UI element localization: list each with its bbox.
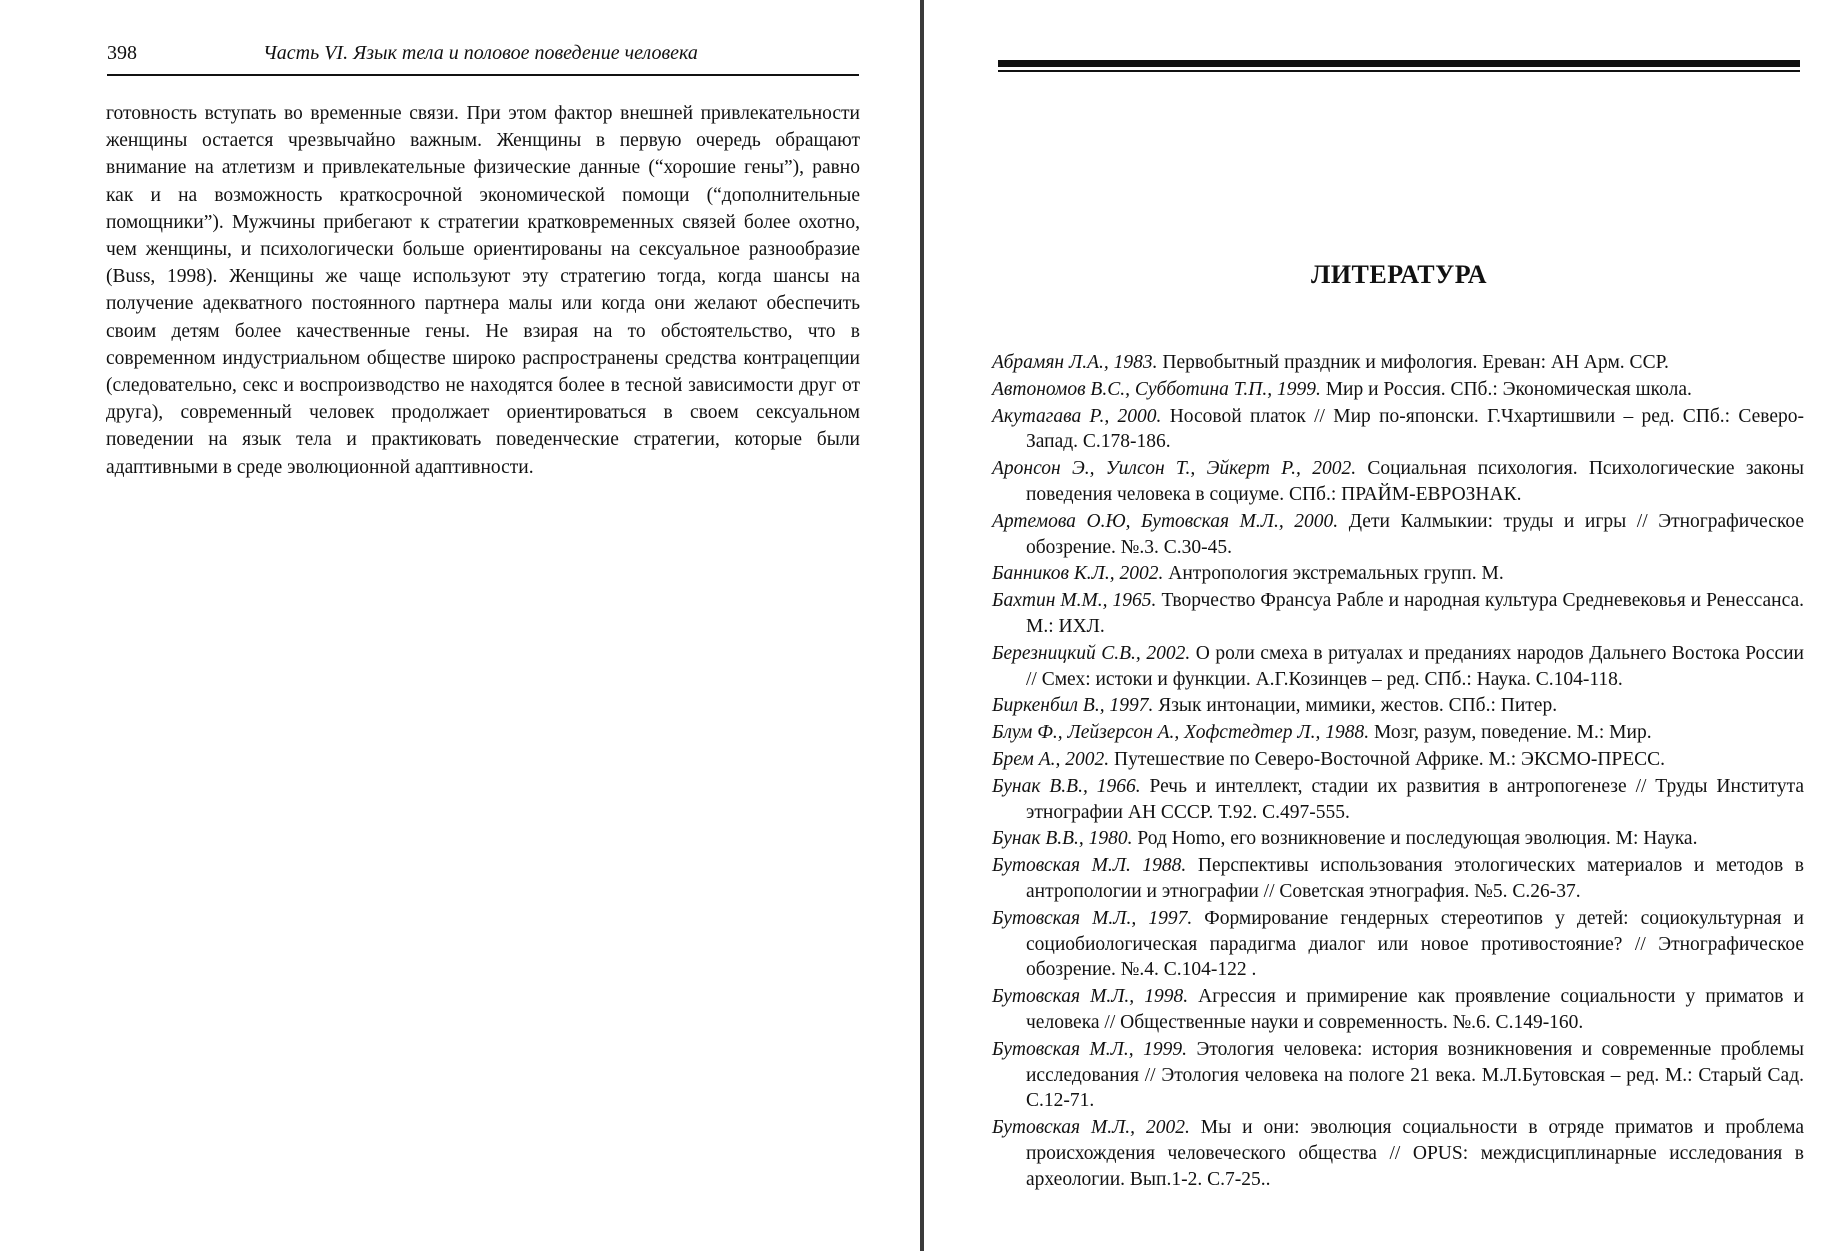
reference-entry	[992, 641, 1804, 693]
reference-text: О роли смеха в ритуалах и преданиях народов Дальнего Востока России // Смех: истоки и функции. А.Г.Козинцев – ред. СПб.: Наука. С.104-118.	[1026, 642, 1804, 690]
reference-text: Антропология экстремальных групп. М.	[1163, 563, 1504, 585]
page-number: 398	[107, 42, 137, 64]
reference-author: Абрамян Л.А., 1983.	[992, 352, 1158, 373]
reference-entry	[992, 906, 1804, 983]
left-page	[0, 0, 915, 1251]
reference-entry	[992, 404, 1804, 456]
reference-entry	[992, 853, 1804, 905]
reference-text: Формирование гендерных стереотипов у детей: социокультурная и социобиологическая парадигма диалог или новое противостояние? // Этнографическое обозрение. №.4. С.104-122 .	[1026, 907, 1804, 981]
reference-text: Мир и Россия. СПб.: Экономическая школа.	[1320, 378, 1692, 400]
reference-author: Акутагава Р., 2000.	[992, 405, 1162, 427]
reference-author: Бутовская М.Л., 1998.	[992, 986, 1189, 1008]
reference-text: Язык интонации, мимики, жестов. СПб.: Питер.	[1153, 695, 1558, 717]
running-header	[107, 40, 859, 76]
reference-author: Бутовская М.Л., 1997.	[992, 907, 1193, 929]
reference-text: Мы и они: эволюция социальности в отряде приматов и проблема происхождения человеческого общества // OPUS: междисциплинарные исследования в археологии. Вып.1-2. С.7-25..	[1026, 1117, 1804, 1190]
reference-entry	[992, 509, 1804, 561]
reference-author: Бунак В.В., 1966.	[992, 775, 1141, 797]
reference-author: Бунак В.В., 1980.	[992, 828, 1133, 850]
reference-text: Перспективы использования этологических материалов и методов в антропологии и этнографии // Советская этнография. №5. С.26-37.	[1026, 855, 1804, 902]
reference-entry	[992, 377, 1804, 403]
reference-text: Носовой платок // Мир по-японски. Г.Чхартишвили – ред. СПб.: Северо-Запад. С.178-186.	[1026, 405, 1804, 453]
running-title: Часть VI. Язык тела и половое поведение человека	[263, 42, 698, 64]
reference-text: Речь и интеллект, стадии их развития в антропогенезе // Труды Института этнографии АН СССР. Т.92. С.497-555.	[1026, 775, 1804, 823]
right-page	[928, 0, 1832, 1251]
reference-author: Брем А., 2002.	[992, 748, 1110, 770]
section-title: ЛИТЕРАТУРА	[1310, 260, 1488, 289]
reference-entry	[992, 826, 1804, 852]
reference-entry	[992, 1115, 1804, 1192]
reference-entry	[992, 350, 1804, 376]
reference-author: Блум Ф., Лейзерсон А., Хофстедтер Л., 1988.	[992, 722, 1370, 744]
reference-author: Аронсон Э., Уилсон Т., Эйкерт Р., 2002.	[992, 458, 1357, 480]
reference-text: Путешествие по Северо-Восточной Африке. М.: ЭКСМО-ПРЕСС.	[1109, 748, 1666, 770]
reference-entry	[992, 561, 1804, 587]
reference-entry	[992, 720, 1804, 746]
reference-author: Автономов В.С., Субботина Т.П., 1999.	[992, 378, 1321, 400]
reference-author: Банников К.Л., 2002.	[992, 563, 1164, 585]
reference-text: Этология человека: история возникновения и современные проблемы исследования // Этология человека на пологе 21 века. М.Л.Бутовская – ред. М.: Старый Сад. С.12-71.	[1026, 1038, 1804, 1112]
reference-author: Бутовская М.Л., 2002.	[992, 1117, 1190, 1139]
reference-author: Березницкий С.В., 2002.	[992, 642, 1191, 664]
reference-text: Творчество Франсуа Рабле и народная культура Средневековья и Ренессанса. М.: ИХЛ.	[1026, 590, 1805, 637]
top-rule-thin	[998, 70, 1800, 72]
reference-entry	[992, 984, 1804, 1036]
reference-author: Бахтин М.М., 1965.	[992, 590, 1157, 612]
reference-author: Артемова О.Ю, Бутовская М.Л., 2000.	[992, 510, 1339, 532]
reference-text: Первобытный праздник и мифология. Ереван: АН Арм. ССР.	[1157, 352, 1669, 373]
reference-author: Биркенбил В., 1997.	[992, 695, 1154, 717]
top-rule	[998, 60, 1800, 67]
reference-entry	[992, 456, 1804, 508]
book-gutter	[920, 0, 924, 1251]
reference-entry	[992, 747, 1804, 773]
reference-author: Бутовская М.Л., 1999.	[992, 1038, 1187, 1060]
reference-text: Агрессия и примирение как проявление социальности у приматов и человека // Общественные науки и современность. №.6. С.149-160.	[1026, 986, 1804, 1033]
body-paragraph: готовность вступать во временные связи. При этом фактор внешней привлекательности женщины остается чрезвычайно важным. Женщины в первую очередь обращают внимание на атлетизм и привлекательные физические данные (“хорошие гены”), равно как и на возможность краткосрочной экономической помощи (“дополнительные помощники”). Мужчины прибегают к стратегии кратковременных связей более охотно, чем женщины, и психологически больше ориентированы на сексуальное разнообразие (Buss, 1998). Женщины же чаще используют эту стратегию тогда, когда шансы на получение адекватного постоянного партнера малы или когда они желают обеспечить своим детям более качественные гены. Не взирая на то обстоятельство, что в современном индустриальном обществе широко распространены средства контрацепции (следовательно, секс и воспроизводство не находятся более в тесной зависимости друг от друга), современный человек продолжает ориентироваться в своем сексуальном поведении на язык тела и практиковать поведенческие стратегии, которые были адаптивными в среде эволюционной адаптивности.	[106, 103, 860, 478]
reference-entry	[992, 693, 1804, 719]
reference-entry	[992, 588, 1804, 640]
reference-text: Мозг, разум, поведение. М.: Мир.	[1369, 722, 1652, 744]
reference-text: Социальная психология. Психологические законы поведения человека в социуме. СПб.: ПРАЙМ-ЕВРОЗНАК.	[1026, 458, 1804, 505]
reference-list	[992, 350, 1804, 1194]
reference-entry	[992, 774, 1804, 826]
reference-text: Дети Калмыкии: труды и игры // Этнографическое обозрение. №.3. С.30-45.	[1026, 510, 1804, 558]
reference-text: Род Homo, его возникновение и последующая эволюция. М: Наука.	[1132, 828, 1698, 850]
reference-author: Бутовская М.Л. 1988.	[992, 855, 1187, 877]
reference-entry	[992, 1037, 1804, 1114]
